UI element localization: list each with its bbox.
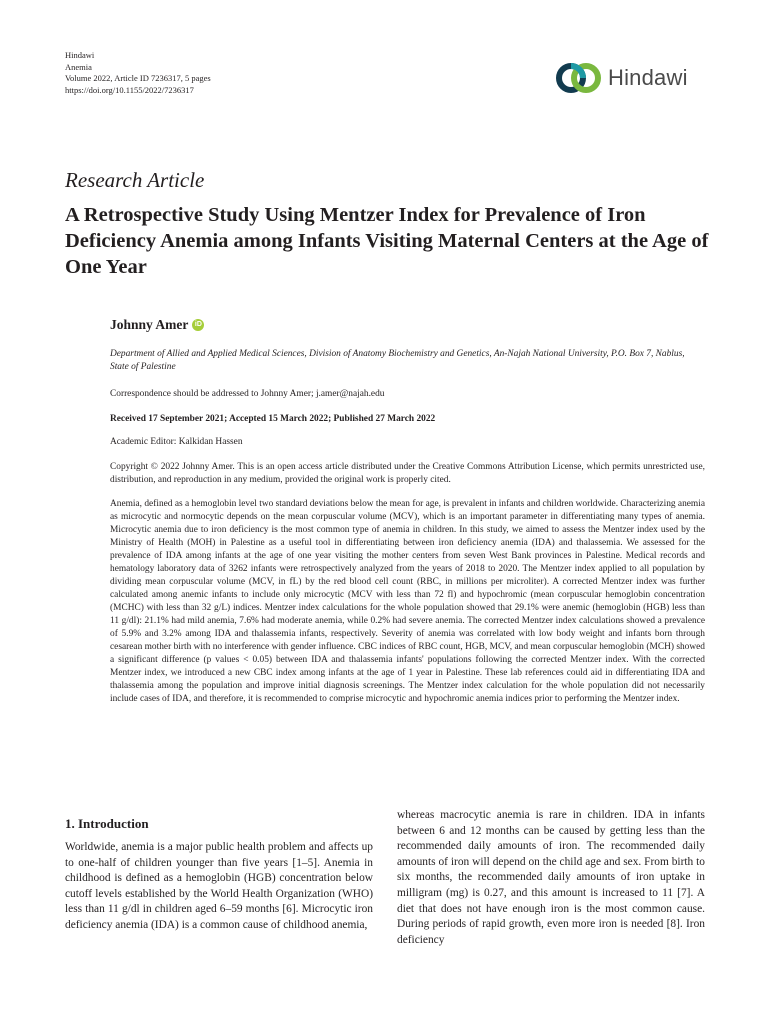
volume-line: Volume 2022, Article ID 7236317, 5 pages: [65, 73, 211, 83]
section-heading-introduction: 1. Introduction: [65, 816, 149, 831]
publication-dates: Received 17 September 2021; Accepted 15 March 2022; Published 27 March 2022: [110, 414, 436, 424]
author-name[interactable]: Johnny Amer: [110, 317, 189, 332]
hindawi-logo-icon: [556, 60, 602, 96]
logo-text: Hindawi: [608, 65, 688, 90]
affiliation: Department of Allied and Applied Medical Sciences, Division of Anatomy Biochemistry and Genetics, An-Najah National University, P.O. Box 7, Nablus, State of Palestine: [110, 349, 685, 372]
page-title: A Retrospective Study Using Mentzer Index for Prevalence of Iron Deficiency Anemia among Infants Visiting Maternal Centers at the Age of One Year: [65, 204, 709, 278]
journal-metadata: [65, 50, 211, 96]
copyright-notice: Copyright © 2022 Johnny Amer. This is an open access article distributed under the Creative Commons Attribution License, which permits unrestricted use, distribution, and reproduction in any medium, provided the original work is properly cited.: [110, 462, 705, 485]
paragraph: Worldwide, anemia is a major public health problem and affects up to one-half of children younger than five years [1–5]. Anemia in childhood is defined as a hemoglobin (HGB) concentration below cutoff levels established by the World Health Organization (WHO) less than 11 g/dl in children aged 6–59 months [6]. Microcytic iron deficiency anemia (IDA) is a common cause of childhood anemia,: [65, 841, 373, 931]
orcid-icon[interactable]: iD: [192, 319, 204, 331]
paragraph: whereas macrocytic anemia is rare in children. IDA in infants between 6 and 12 months can be caused by getting less than the recommended daily amounts of iron. The recommended daily amounts of iron will depend on the child age and sex. From birth to six months, the recommended daily amounts of iron uptake in milligram (mg) is 0.27, and this amount is increased to 11 [7]. A diet that does not have enough iron is the most common cause. During periods of rapid growth, even more iron is needed [8]. Iron deficiency: [397, 809, 705, 946]
hindawi-logo: [556, 60, 688, 96]
doi-link[interactable]: https://doi.org/10.1155/2022/7236317: [65, 84, 194, 95]
body-column-right: [397, 808, 705, 948]
academic-editor: Academic Editor: Kalkidan Hassen: [110, 437, 243, 447]
author: [110, 317, 204, 333]
article-type: Research Article: [65, 168, 205, 192]
publisher-name: Hindawi: [65, 50, 95, 60]
correspondence: Correspondence should be addressed to Johnny Amer; j.amer@najah.edu: [110, 389, 385, 399]
abstract: Anemia, defined as a hemoglobin level two standard deviations below the mean for age, is prevalent in infants and children worldwide. Characterizing anemia as microcytic and normocytic depends on the mean corpuscular volume (MCV), which is an important parameter in differentiating many types of anemia. Microcytic anemia due to iron deficiency is the most common type of anemia in children. In this study, we aimed to assess the Mentzer index used by the Ministry of Health (MOH) in Palestine as a useful tool in differentiating between iron deficiency anemia (IDA) and thalassemia. We assessed for the prevalence of IDA among infants at the age of one year visiting the mother centers from seven West Bank provinces in Palestine. Medical records and hematology laboratory data of 3262 infants were retrospectively analyzed from the years of 2018 to 2020. The Mentzer index applied to all population by dividing mean corpuscular volume (MCV, in fL) by the red blood cell count (RBC, in millions per microliter). A corrected Mentzer index was further calculated among anemic infants to include only microcytic (MCV with less than 72 fl) and hypochromic (mean corpuscular hemoglobin concentration (MCHC) with less than 32 g/L) indices. Mentzer index calculations for the whole population showed that 29.1% were anemic (hemoglobin (HGB) less than 11 g/dl): 21.1% had mild anemia, 7.6% had moderate anemia, while 0.2% had severe anemia. The corrected Mentzer index calculations showed a prevalence of 5.9% and 3.2% among IDA and thalassemia infants, respectively. Severity of anemia was correlated with low body weight and infants born through cesarean mother birth with no interference with gender influence. CBC indices of RBC count, HGB, MCV, and mean corpuscular hemoglobin (MCH) showed a significant difference (p values < 0.05) between IDA and thalassemia infants' populations following the corrected Mentzer index. With the corrected Mentzer index, we introduced a new CBC index among infants at the age of 1 year in Palestine. These lab references could aid in differentiating IDA and thalassemia among the population and improve initial diagnosis screenings. The Mentzer index calculation for the whole population did not necessarily include cases of IDA, and therefore, it is recommended to comprise microcytic and hypochromic anemia indices prior to performing the Mentzer index.: [110, 499, 705, 704]
journal-name: Anemia: [65, 61, 92, 72]
body-column-left: [65, 840, 373, 934]
